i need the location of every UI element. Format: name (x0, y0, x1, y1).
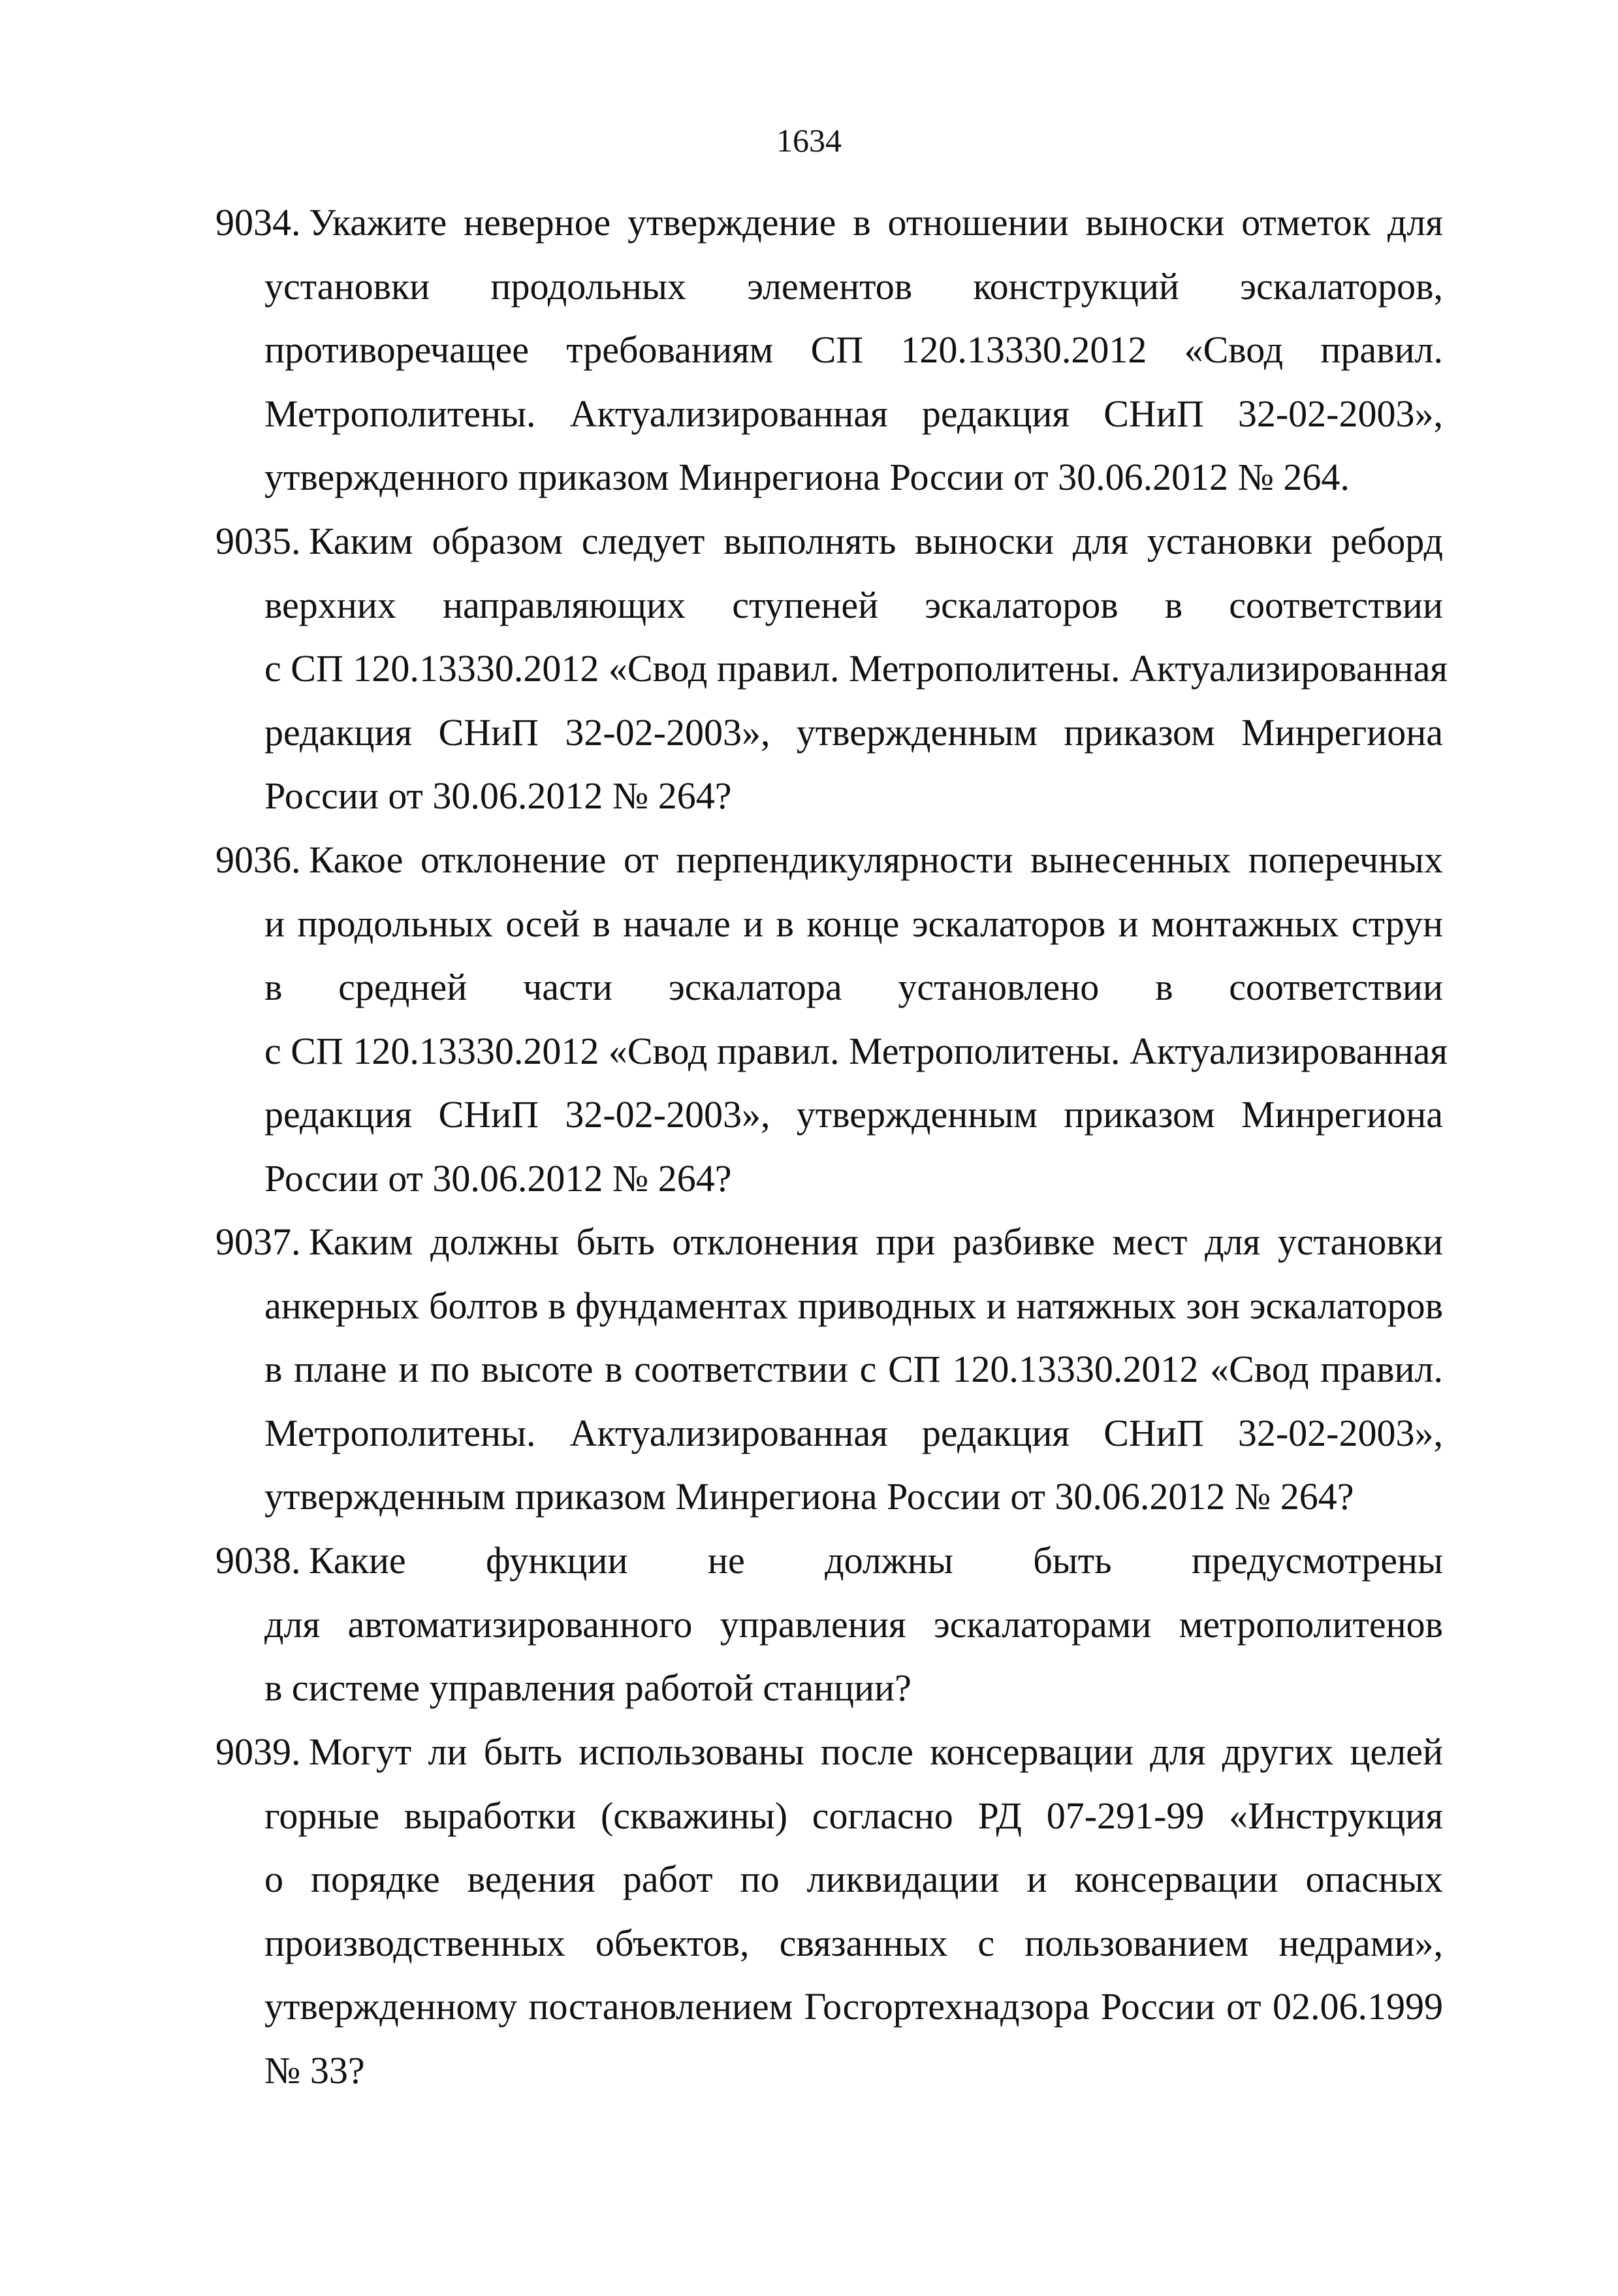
question-line: редакция СНиП 32-02-2003», утвержденным приказом Минрегиона (264, 710, 1443, 754)
question-number: 9039. (215, 1730, 301, 1773)
question-line: в плане и по высоте в соответствии с СП 120.13330.2012 «Свод правил. (264, 1348, 1443, 1390)
question-line: установки продольных элементов конструкций эскалаторов, (264, 264, 1443, 308)
question-line: с СП 120.13330.2012 «Свод правил. Метрополитены. Актуализированная (264, 647, 1448, 690)
question-9037 (215, 1210, 1443, 1529)
question-line: о порядке ведения работ по ликвидации и консервации опасных (264, 1858, 1443, 1900)
question-line: утвержденным приказом Минрегиона России от 30.06.2012 № 264? (264, 1475, 1354, 1518)
question-9039 (215, 1720, 1443, 2102)
question-line: анкерных болтов в фундаментах приводных и натяжных зон эскалаторов (264, 1284, 1443, 1327)
question-line: Какое отклонение от перпендикулярности вынесенных поперечных (309, 838, 1443, 881)
question-line: производственных объектов, связанных с пользованием недрами», (264, 1921, 1443, 1964)
question-line: противоречащее требованиям СП 120.13330.2012 «Свод правил. (264, 328, 1443, 371)
question-9035 (215, 509, 1448, 828)
question-number: 9037. (215, 1220, 301, 1263)
question-number: 9036. (215, 838, 301, 881)
question-line: и продольных осей в начале и в конце эскалаторов и монтажных струн (264, 902, 1443, 945)
question-line: горные выработки (скважины) согласно РД 07-291-99 «Инструкция (264, 1794, 1443, 1837)
question-line: Могут ли быть использованы после консервации для других целей (309, 1730, 1443, 1773)
question-9038 (215, 1529, 1443, 1720)
question-number: 9038. (215, 1539, 301, 1582)
question-number: 9034. (215, 201, 301, 244)
question-line: России от 30.06.2012 № 264? (264, 774, 732, 817)
question-line: Метрополитены. Актуализированная редакция СНиП 32-02-2003», (264, 392, 1443, 435)
question-line: с СП 120.13330.2012 «Свод правил. Метрополитены. Актуализированная (264, 1029, 1448, 1072)
page-number: 1634 (776, 122, 842, 159)
question-line: Укажите неверное утверждение в отношении выноски отметок для (309, 201, 1443, 244)
question-line: Каким образом следует выполнять выноски для установки реборд (309, 520, 1443, 562)
question-line: России от 30.06.2012 № 264? (264, 1156, 732, 1200)
question-line: Метрополитены. Актуализированная редакция СНиП 32-02-2003», (264, 1411, 1443, 1454)
question-line: утвержденному постановлением Госгортехнадзора России от 02.06.1999 (264, 1985, 1443, 2028)
question-line: редакция СНиП 32-02-2003», утвержденным приказом Минрегиона (264, 1093, 1443, 1136)
question-9036 (215, 828, 1448, 1210)
question-line: Каким должны быть отклонения при разбивке мест для установки (309, 1220, 1443, 1263)
question-9034 (215, 191, 1443, 509)
question-line: в системе управления работой станции? (264, 1666, 912, 1709)
question-line: № 33? (264, 2049, 365, 2092)
question-number: 9035. (215, 520, 301, 562)
question-line: в средней части эскалатора установлено в соответствии (264, 966, 1443, 1008)
question-line: верхних направляющих ступеней эскалаторов в соответствии (264, 583, 1443, 626)
question-line: Какие функции не должны быть предусмотрены (309, 1539, 1443, 1582)
question-line: утвержденного приказом Минрегиона России от 30.06.2012 № 264. (264, 456, 1350, 498)
question-line: для автоматизированного управления эскалаторами метрополитенов (264, 1602, 1443, 1646)
